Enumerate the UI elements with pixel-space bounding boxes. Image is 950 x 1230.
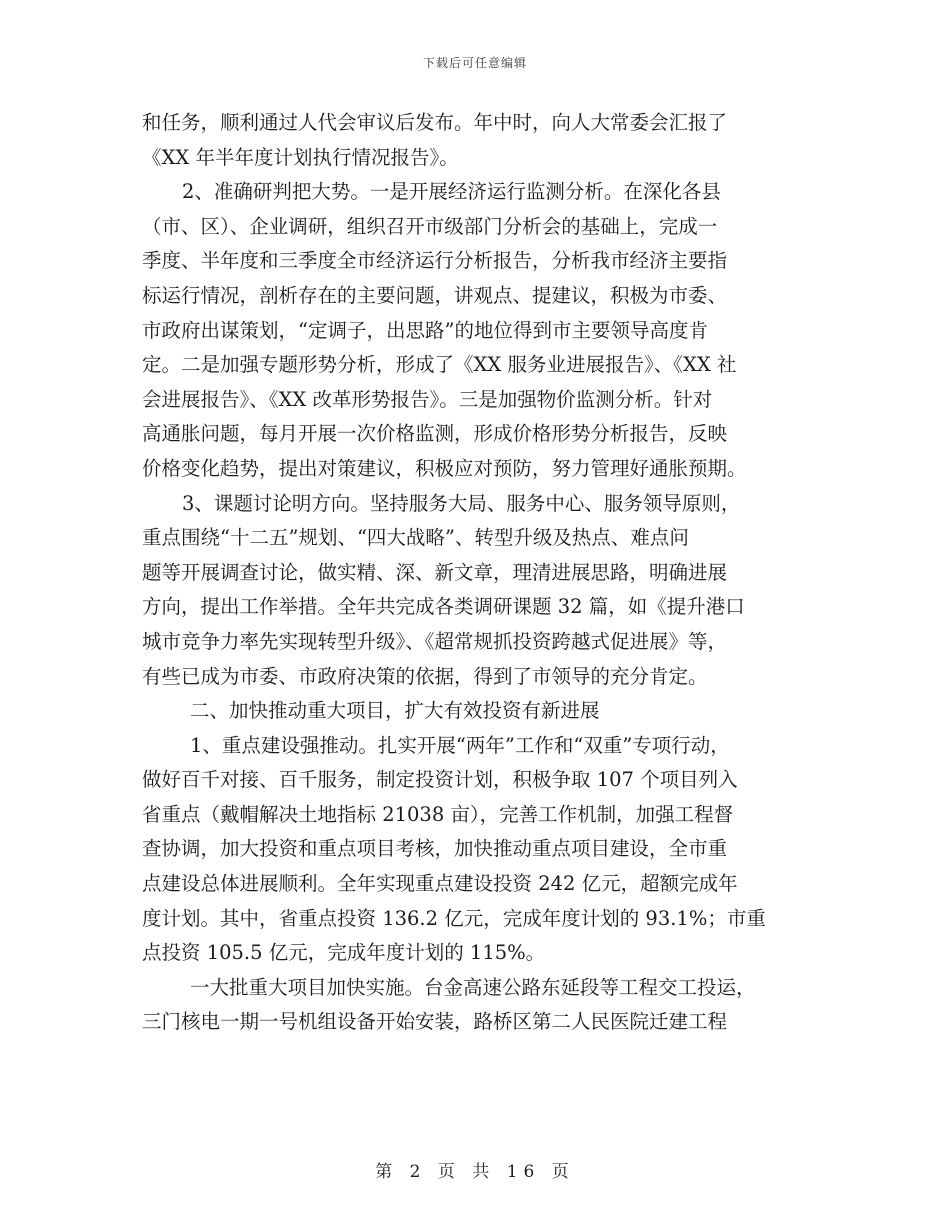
text-line: 方向，提出工作举措。全年共完成各类调研课题 32 篇，如《提升港口	[142, 595, 745, 619]
text-line: 点建设总体进展顺利。全年实现重点建设投资 242 亿元，超额完成年	[142, 872, 738, 896]
text-line: 定。二是加强专题形势分析，形成了《XX 服务业进展报告》、《XX 社	[142, 353, 737, 377]
text-line: 2、准确研判把大势。一是开展经济运行监测分析。在深化各县	[182, 180, 721, 204]
text-line: 有些已成为市委、市政府决策的依据，得到了市领导的充分肯定。	[142, 664, 708, 688]
text-line: 二、加快推动重大项目，扩大有效投资有新进展	[190, 699, 600, 723]
text-line: 查协调，加大投资和重点项目考核，加快推动重点项目建设，全市重	[142, 837, 728, 861]
text-line: 题等开展调查讨论，做实精、深、新文章，理清进展思路，明确进展	[142, 560, 728, 584]
page-footer: 第 2 页 共 16 页	[375, 1162, 575, 1182]
text-line: 度计划。其中，省重点投资 136.2 亿元，完成年度计划的 93.1%；市重	[142, 906, 766, 930]
text-line: 季度、半年度和三季度全市经济运行分析报告，分析我市经济主要指	[142, 249, 728, 273]
text-line: 城市竞争力率先实现转型升级》、《超常规抓投资跨越式促进展》等，	[142, 629, 728, 653]
text-line: 三门核电一期一号机组设备开始安装，路桥区第二人民医院迁建工程	[142, 1010, 728, 1034]
text-line: 高通胀问题，每月开展一次价格监测，形成价格形势分析报告，反映	[142, 422, 728, 446]
text-line: （市、区）、企业调研，组织召开市级部门分析会的基础上，完成一	[142, 214, 718, 238]
text-line: 一大批重大项目加快实施。台金高速公路东延段等工程交工投运，	[190, 975, 756, 999]
text-line: 3、课题讨论明方向。坚持服务大局、服务中心、服务领导原则，	[182, 491, 741, 515]
text-line: 和任务，顺利通过人代会审议后发布。年中时，向人大常委会汇报了	[142, 111, 728, 134]
text-line: 价格变化趋势，提出对策建议，积极应对预防，努力管理好通胀预期。	[142, 456, 747, 480]
page-header: 下载后可任意编辑	[422, 56, 527, 70]
text-line: 会进展报告》、《XX 改革形势报告》。三是加强物价监测分析。针对	[142, 387, 713, 411]
text-line: 1、重点建设强推动。扎实开展“两年”工作和“双重”专项行动，	[190, 733, 730, 757]
text-line: 重点围绕“十二五”规划、“四大战略”、转型升级及热点、难点问	[142, 526, 689, 550]
text-line: 标运行情况，剖析存在的主要问题，讲观点、提建议，积极为市委、	[142, 283, 728, 307]
text-line: 省重点（戴帽解决土地指标 21038 亩），完善工作机制，加强工程督	[142, 802, 734, 826]
text-line: 做好百千对接、百千服务，制定投资计划，积极争取 107 个项目列入	[142, 768, 738, 792]
text-line: 市政府出谋策划，“定调子，出思路”的地位得到市主要领导高度肯	[142, 318, 708, 342]
text-line: 点投资 105.5 亿元，完成年度计划的 115%。	[142, 941, 546, 965]
text-line: 《XX 年半年度计划执行情况报告》。	[142, 145, 459, 169]
document-body	[142, 106, 832, 1040]
